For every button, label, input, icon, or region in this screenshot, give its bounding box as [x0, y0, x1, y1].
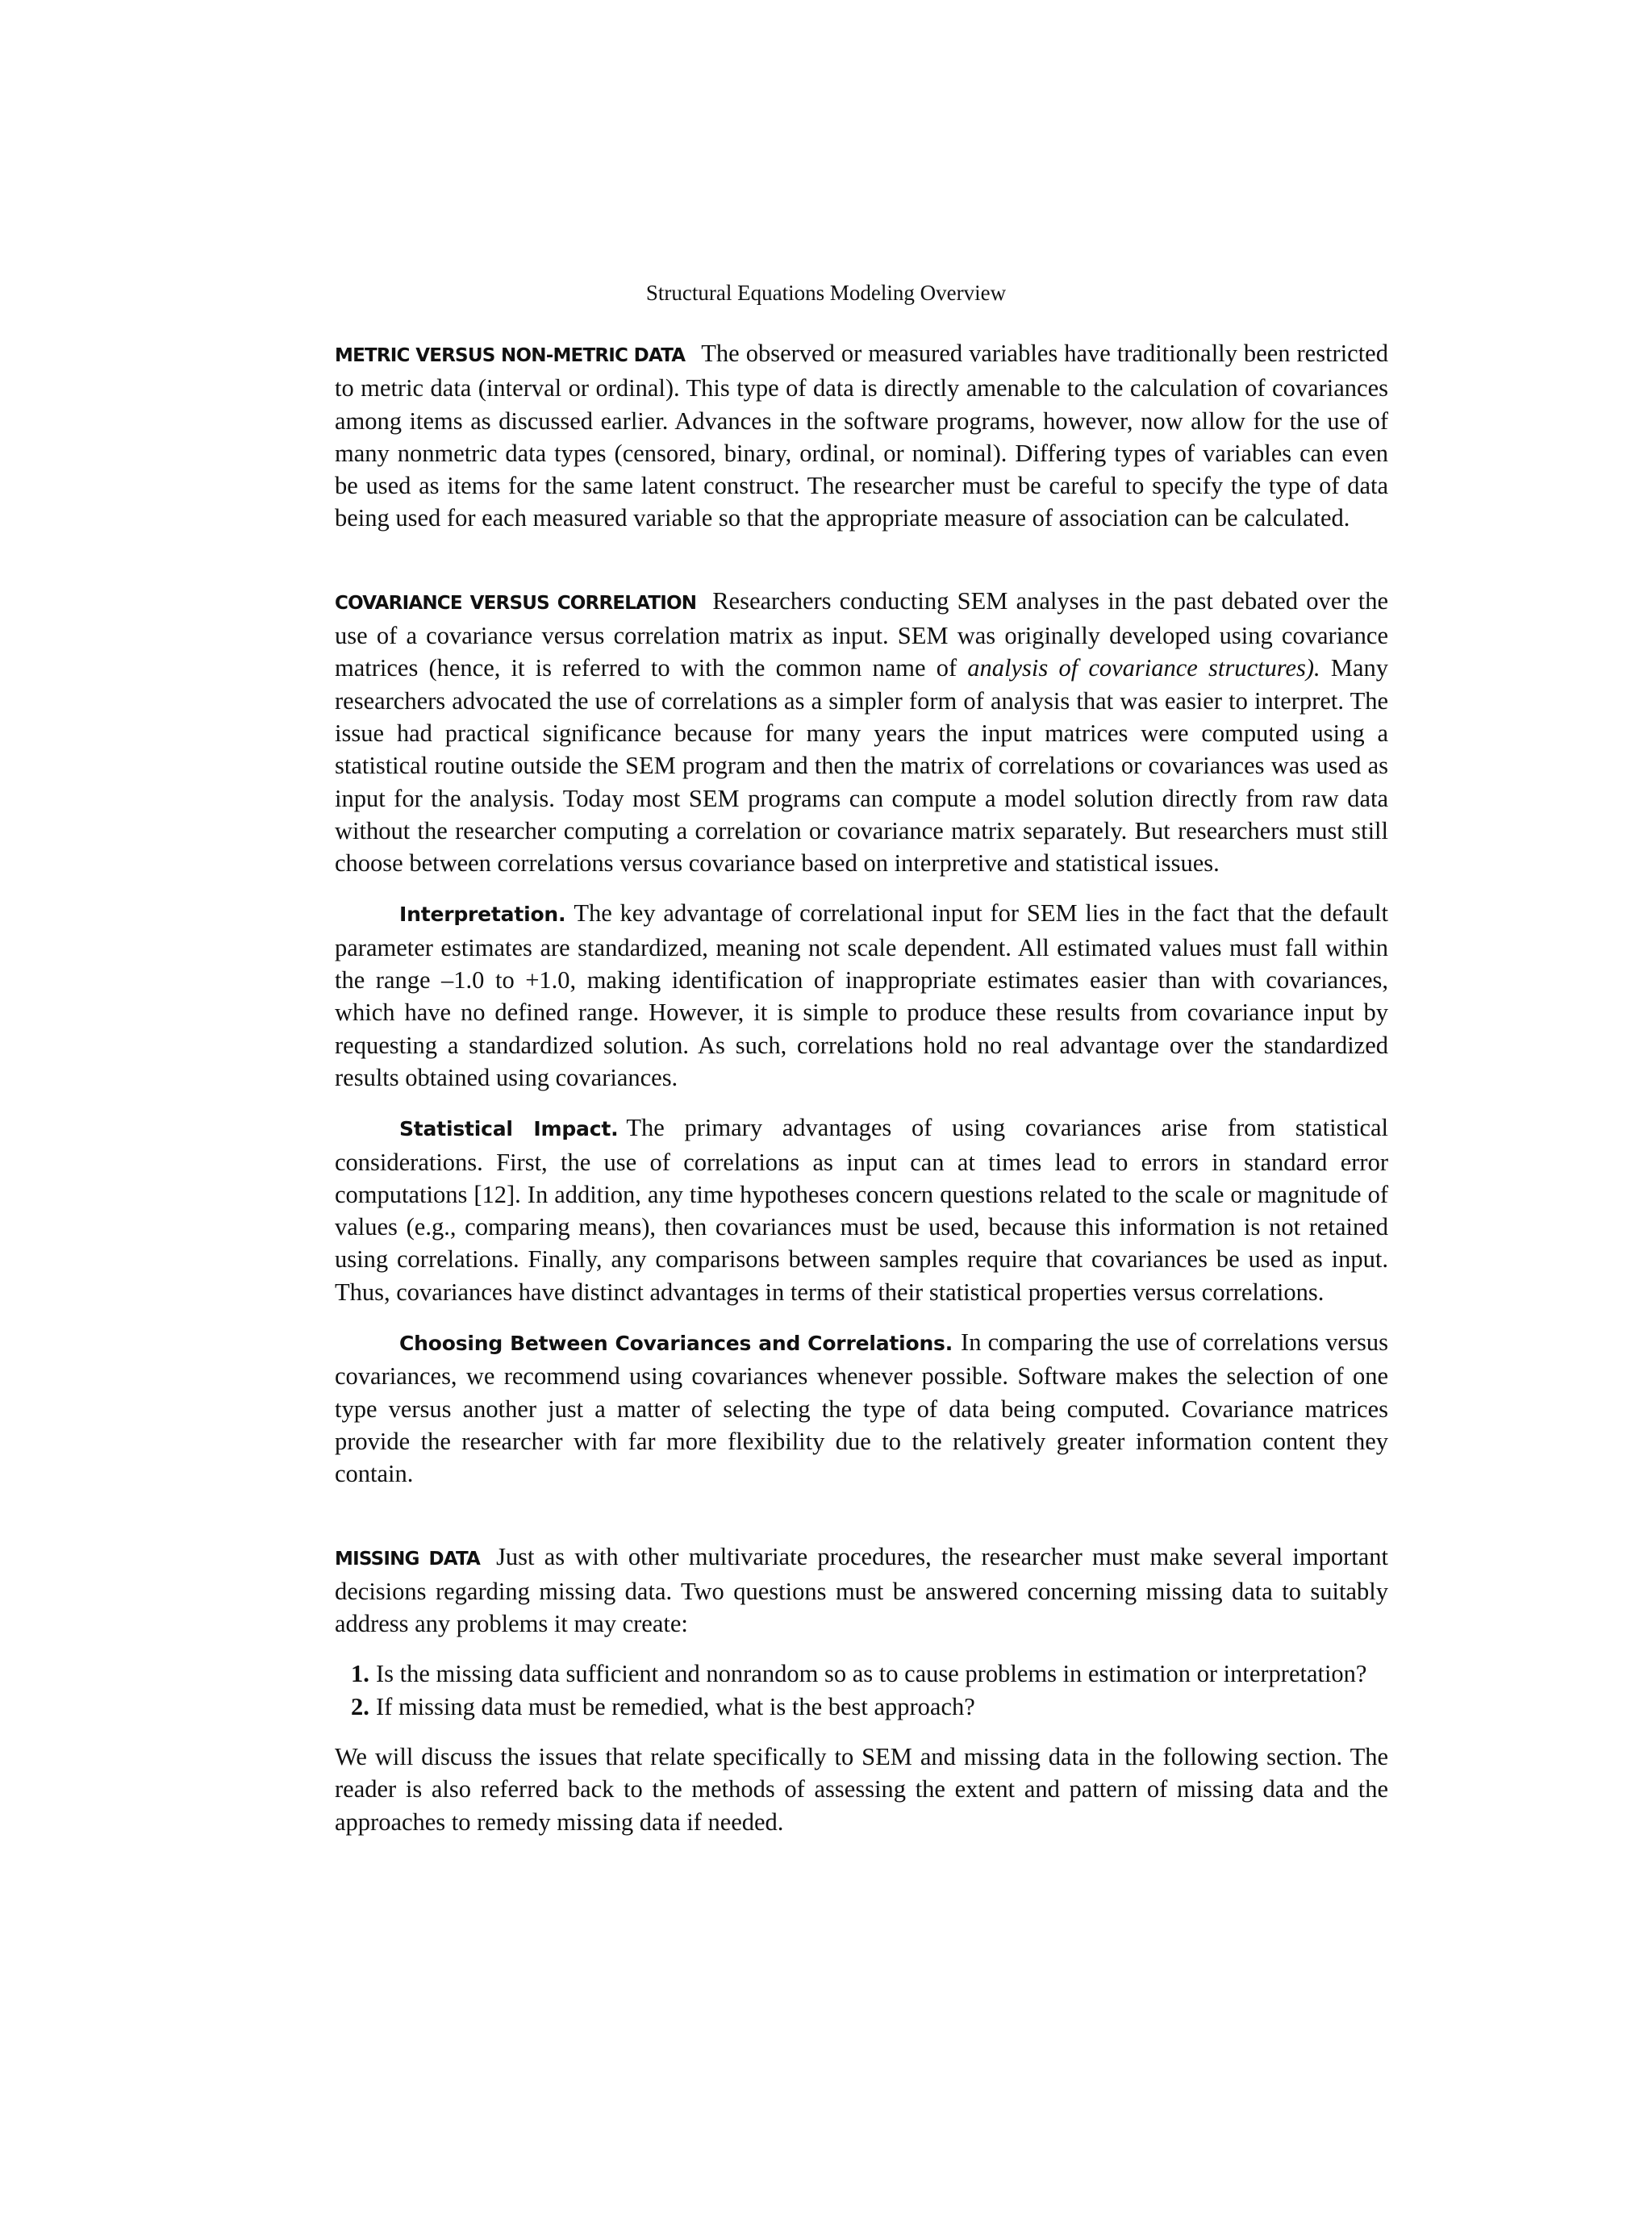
choosing-text: In comparing the use of correlations versus covariances, we recommend using covariances whenever possible. Software makes the selection of one type versus another just a matter of selecting the type of data being computed. Covariance matrices provide the researcher with far more flexibility due to the relatively greater information content they contain.: [335, 1328, 1388, 1488]
missing-data-closing-paragraph: We will discuss the issues that relate specifically to SEM and missing data in the following section. The reader is also referred back to the methods of assessing the extent and pattern of missing data and the approaches to remedy missing data if needed.: [335, 1742, 1388, 1836]
list-item-number: 1.: [351, 1660, 369, 1688]
choosing-paragraph: [335, 1326, 1388, 1490]
covariance-correlation-heading: COVARIANCE VERSUS CORRELATION: [335, 592, 697, 614]
covariance-correlation-text-1: Researchers conducting SEM analyses in the past debated over the use of a covariance versus correlation matrix as input. SEM was originally developed using covariance matrices (hence, it is referred to with the common name of: [335, 586, 1388, 682]
metric-data-heading: METRIC VERSUS NON-METRIC DATA: [335, 345, 686, 366]
interpretation-paragraph: [335, 897, 1388, 1094]
list-item-text: If missing data must be remedied, what is the best approach?: [376, 1692, 975, 1720]
covariance-correlation-paragraph: [335, 585, 1388, 880]
missing-data-heading: MISSING DATA: [335, 1548, 481, 1570]
missing-data-paragraph: [335, 1541, 1388, 1641]
missing-data-text: Just as with other multivariate procedures, the researcher must make several important decisions regarding missing data. Two questions must be answered concerning missing data to suitably address any problems it may create:: [335, 1542, 1388, 1638]
list-item-number: 2.: [351, 1692, 369, 1720]
list-item: [335, 1691, 1388, 1723]
list-item-text: Is the missing data sufficient and nonrandom so as to cause problems in estimation or interpretation?: [376, 1660, 1367, 1688]
statistical-impact-heading: Statistical Impact.: [399, 1117, 619, 1141]
covariance-correlation-text-2: Many researchers advocated the use of correlations as a simpler form of analysis that was easier to interpret. The issue had practical significance because for many years the input matrices were computed using a statistical routine outside the SEM program and then the matrix of correlations or covariances was used as input for the analysis. Today most SEM programs can compute a model solution directly from raw data without the researcher computing a correlation or covariance matrix separately. But researchers must still choose between correlations versus covariance based on interpretive and statistical issues.: [335, 654, 1388, 878]
metric-data-text: The observed or measured variables have traditionally been restricted to metric data (interval or ordinal). This type of data is directly amenable to the calculation of covariances among items as discussed earlier. Advances in the software programs, however, now allow for the use of many nonmetric data types (censored, binary, ordinal, or nominal). Differing types of variables can even be used as items for the same latent construct. The researcher must be careful to specify the type of data being used for each measured variable so that the appropriate measure of association can be calculated.: [335, 340, 1388, 532]
statistical-impact-paragraph: [335, 1111, 1388, 1308]
metric-data-paragraph: [335, 337, 1388, 535]
list-item: [335, 1657, 1388, 1690]
interpretation-heading: Interpretation.: [399, 903, 566, 927]
statistical-impact-text: The primary advantages of using covariances arise from statistical considerations. First, the use of correlations as input can at times lead to errors in standard error computations [12]. In addition, any time hypotheses concern questions related to the scale or magnitude of values (e.g., comparing means), then covariances must be used, because this information is not retained using correlations. Finally, any comparisons between samples require that covariances be used as input. Thus, covariances have distinct advantages in terms of their statistical properties versus correlations.: [335, 1114, 1389, 1306]
covariance-correlation-emphasis: analysis of covariance structures).: [967, 654, 1320, 682]
interpretation-text: The key advantage of correlational input for SEM lies in the fact that the default parameter estimates are standardized, meaning not scale dependent. All estimated values must fall within the range –1.0 to +1.0, making identification of inappropriate estimates easier than with covariances, which have no defined range. However, it is simple to produce these results from covariance input by requesting a standardized solution. As such, correlations hold no real advantage over the standardized results obtained using covariances.: [335, 899, 1388, 1091]
running-head: Structural Equations Modeling Overview: [645, 281, 1007, 305]
page-body: [335, 337, 1388, 1838]
missing-data-question-list: [335, 1657, 1388, 1723]
choosing-heading: Choosing Between Covariances and Correlations.: [399, 1332, 953, 1356]
